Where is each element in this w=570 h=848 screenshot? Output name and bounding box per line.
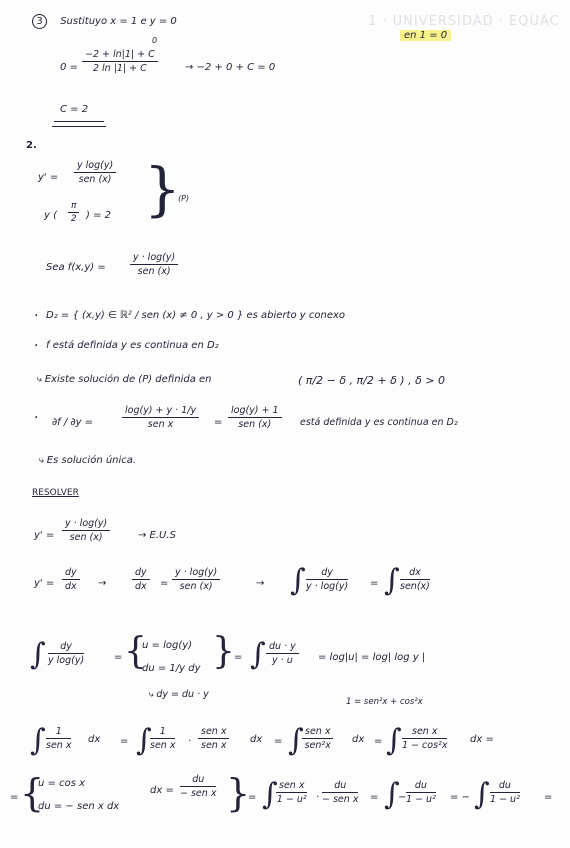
resolver-line5-frac2: du − sen x	[322, 780, 359, 805]
initial-condition-rhs: ) = 2	[86, 210, 111, 221]
differential: dx	[88, 734, 101, 745]
section-title-resolver: RESOLVER	[32, 488, 79, 498]
dx-substitution: dx =	[150, 785, 174, 796]
existence-interval: ( π/2 − δ , π/2 + δ ) , δ > 0	[298, 374, 446, 387]
bullet-dot: ·	[34, 308, 39, 324]
bullet-dot: ·	[34, 338, 39, 354]
integral-sign: ∫	[290, 563, 306, 598]
differential: dx	[250, 734, 263, 745]
step-heading-text: Sustituyo x = 1 e y = 0	[60, 16, 177, 27]
resolver-line2-frac2: $\frac{dy}{dx}$	[132, 567, 150, 592]
equation-fraction	[82, 49, 158, 74]
section-number: 2.	[26, 140, 37, 151]
resolver-line5-frac4: $\frac{du}{\text{1 − u²}}$	[490, 780, 520, 805]
resolver-line4-frac3: sen x sen²x	[302, 726, 333, 751]
resolver-line5-frac1: sen x 1 − u²	[276, 780, 307, 805]
domain-statement: D₂ = { (x,y) ∈ ℝ² / sen (x) ≠ 0 , y > 0 } es abierto y conexo	[46, 310, 346, 321]
integral-sign: ∫	[30, 723, 46, 758]
substitution-note: ⤷ dy = du · y	[148, 689, 209, 700]
trig-identity-note: 1 = sen²x + cos²x	[346, 697, 423, 707]
resolver-line1-tag: → E.U.S	[138, 530, 176, 541]
integral-sign: ∫	[30, 637, 46, 672]
dot: ·	[188, 736, 192, 747]
sub-open-brace: {	[20, 771, 45, 815]
equals-sign: =	[374, 736, 383, 747]
highlighted-note: en 1 = 0	[400, 30, 451, 41]
arrow: →	[98, 578, 107, 589]
resolver-line4-frac1: 1 sen x	[150, 726, 176, 751]
resolver-line2-lhs: y' =	[34, 578, 55, 589]
equals-sign: =	[120, 736, 129, 747]
result-underline-2	[52, 126, 106, 127]
resolver-line3-integrand: $\frac{dy}{\text{y log(y)}}$	[48, 641, 85, 666]
sub-close-brace: }	[212, 631, 235, 672]
resolver-line4-integrand: 1 sen x	[46, 726, 72, 751]
partial-derivative-fraction: log(y) + y · 1/y sen x	[122, 405, 199, 430]
equals-sign: =	[10, 792, 19, 803]
resolver-line2-frac1: $\frac{dy}{dx}$	[62, 567, 80, 592]
resolver-line1-lhs: y' =	[34, 530, 55, 541]
step-heading	[32, 14, 177, 29]
fraction-numerator: −2 + ln|1| + C	[82, 49, 158, 62]
bleed-through-text: 1 · UNIVERSIDAD · EQUAC	[368, 14, 560, 29]
integral-sign: ∫	[288, 723, 304, 758]
resolver-line4-frac4: sen x 1 − cos²x	[402, 726, 448, 751]
existence-statement: ⤷ Existe solución de (P) definida en	[36, 374, 212, 385]
resolver-line1-fraction: y · log(y) sen (x)	[62, 518, 110, 543]
substitution-u: u = log(y)	[142, 640, 193, 651]
integral-sign: ∫	[384, 777, 400, 812]
initial-condition-fraction: $\frac{\pi}{2}$	[68, 201, 79, 224]
system-tag: (P)	[178, 194, 190, 203]
continuity-statement: f está definida y es continua en D₂	[46, 340, 219, 351]
sub-close-brace: }	[226, 771, 251, 815]
zero-annotation: 0	[152, 36, 158, 45]
equals-sign: =	[370, 578, 379, 589]
substitution-u: u = cos x	[38, 778, 85, 789]
fraction-denominator: 2 ln |1| + C	[92, 63, 147, 74]
ode-fraction: y log(y) sen (x)	[74, 160, 116, 185]
function-def-lhs: Sea f(x,y) =	[46, 262, 106, 273]
equation-rhs: → −2 + 0 + C = 0	[185, 62, 276, 73]
dot: ·	[316, 792, 320, 803]
equals-sign: =	[160, 578, 169, 589]
system-brace: }	[144, 155, 181, 223]
function-def-fraction: y · log(y) sen (x)	[130, 252, 178, 277]
differential: dx	[352, 734, 365, 745]
initial-condition-lhs: y (	[44, 210, 57, 221]
integral-sign: ∫	[386, 723, 402, 758]
resolver-line2-frac3: y · log(y) sen (x)	[172, 567, 220, 592]
step-number-circle: 3	[32, 14, 47, 29]
equals-sign: =	[114, 652, 123, 663]
integral-sign: ∫	[384, 563, 400, 598]
substitution-du: du = − sen x dx	[38, 801, 120, 812]
equation-lhs: 0 =	[60, 62, 78, 73]
resolver-line3-result: = log|u| = log| log y |	[318, 652, 426, 663]
arrow: →	[256, 578, 265, 589]
substitution-du: du = 1/y dy	[142, 663, 201, 674]
minus-sign: −	[398, 792, 407, 803]
integral-sign: ∫	[474, 777, 490, 812]
integral-sign: ∫	[250, 637, 266, 672]
integral-sign: ∫	[136, 723, 152, 758]
equals-sign: = −	[450, 792, 470, 803]
resolver-line2-integrand1: $\frac{dy}{y \cdot \log(y)}$	[306, 567, 349, 592]
integral-sign: ∫	[262, 777, 278, 812]
partial-derivative-lhs: ∂f / ∂y =	[52, 417, 94, 428]
partial-derivative-simplified: log(y) + 1 sen (x)	[228, 405, 282, 430]
differential: dx =	[470, 734, 494, 745]
equals-sign: =	[544, 792, 553, 803]
partial-derivative-note: está definida y es continua en D₂	[300, 417, 458, 428]
ode-lhs: y' =	[38, 172, 59, 183]
dx-substitution-fraction: du − sen x	[180, 774, 217, 799]
equals-sign: =	[248, 792, 257, 803]
equals-sign: =	[214, 417, 223, 428]
sub-open-brace: {	[124, 631, 147, 672]
equals-sign: =	[274, 736, 283, 747]
bullet-dot: ·	[34, 410, 39, 426]
result-underline-1	[54, 121, 104, 122]
uniqueness-statement: ⤷ Es solución única.	[38, 455, 137, 466]
constant-result: C = 2	[60, 104, 89, 115]
equals-sign: =	[370, 792, 379, 803]
resolver-line2-integrand2: dx sen(x)	[400, 567, 430, 592]
equals-sign: =	[234, 652, 243, 663]
resolver-line4-frac2: sen x sen x	[198, 726, 229, 751]
resolver-line5-frac3: $\frac{du}{\text{1 − u²}}$	[406, 780, 436, 805]
resolver-line3-integrand2: $\frac{du \cdot y}{y \cdot u}$	[266, 641, 299, 666]
